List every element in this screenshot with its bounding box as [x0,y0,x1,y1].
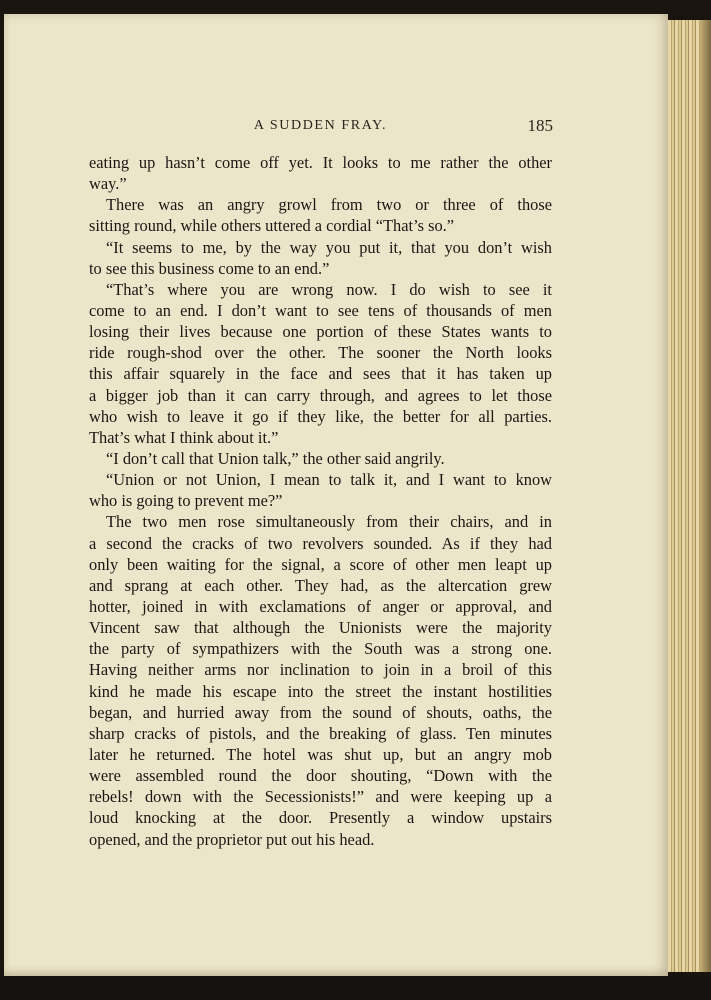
text-line: hotter, joined in with exclamations of anger or approval, and [89,596,552,616]
text-line: loud knocking at the door. Presently a window upstairs [89,808,552,828]
book-spine-shadow [700,20,711,972]
text-line: The two men rose simultaneously from their chairs, and in [106,512,552,532]
text-line: sitting round, while others uttered a cordial “That’s so.” [89,216,455,236]
text-line: began, and hurried away from the sound of shouts, oaths, the [89,702,552,722]
text-line: That’s what I think about it.” [89,427,279,447]
page-header [88,118,553,140]
text-line: opened, and the proprietor put out his head. [89,829,375,849]
text-line: sharp cracks of pistols, and the breaking of glass. Ten minutes [89,723,552,743]
text-line: There was an angry growl from two or three of those [106,195,552,215]
running-title: A SUDDEN FRAY. [253,118,388,133]
text-line: “I don’t call that Union talk,” the other said angrily. [106,448,445,468]
text-line: were assembled round the door shouting, “Down with the [89,766,552,786]
text-line: and sprang at each other. They had, as the altercation grew [89,575,552,595]
text-line: come to an end. I don’t want to see tens of thousands of men [89,300,552,320]
text-line: the party of sympathizers with the South was a strong one. [89,639,552,659]
body-text [89,152,552,850]
text-line: a bigger job than it can carry through, and agrees to let those [89,385,552,405]
text-line: “That’s where you are wrong now. I do wish to see it [106,279,552,299]
text-line: to see this business come to an end.” [89,258,330,278]
text-line: a second the cracks of two revolvers sounded. As if they had [89,533,552,553]
text-line: losing their lives because one portion of these States wants to [89,322,552,342]
text-line: who is going to prevent me?” [89,491,283,511]
text-line: who wish to leave it go if they like, the better for all parties. [89,406,552,426]
text-line: kind he made his escape into the street the instant hostilities [89,681,552,701]
text-line: rebels! down with the Secessionists!” and were keeping up a [89,787,552,807]
text-line: “It seems to me, by the way you put it, that you don’t wish [106,237,552,257]
text-line: way.” [89,174,127,194]
text-line: this affair squarely in the face and sees that it has taken up [89,364,552,384]
text-line: only been waiting for the signal, a score of other men leapt up [89,554,552,574]
scan-frame-bottom [0,976,711,1000]
scan-frame-top [0,0,711,14]
text-line: “Union or not Union, I mean to talk it, and I want to know [106,470,552,490]
page-number: 185 [527,116,553,135]
text-line: later he returned. The hotel was shut up, but an angry mob [89,744,552,764]
text-line: eating up hasn’t come off yet. It looks to me rather the other [89,153,552,172]
text-line: Having neither arms nor inclination to join in a broil of this [89,660,552,680]
text-line: ride rough-shod over the other. The sooner the North looks [89,343,552,363]
text-line: Vincent saw that although the Unionists were the majority [89,618,552,638]
